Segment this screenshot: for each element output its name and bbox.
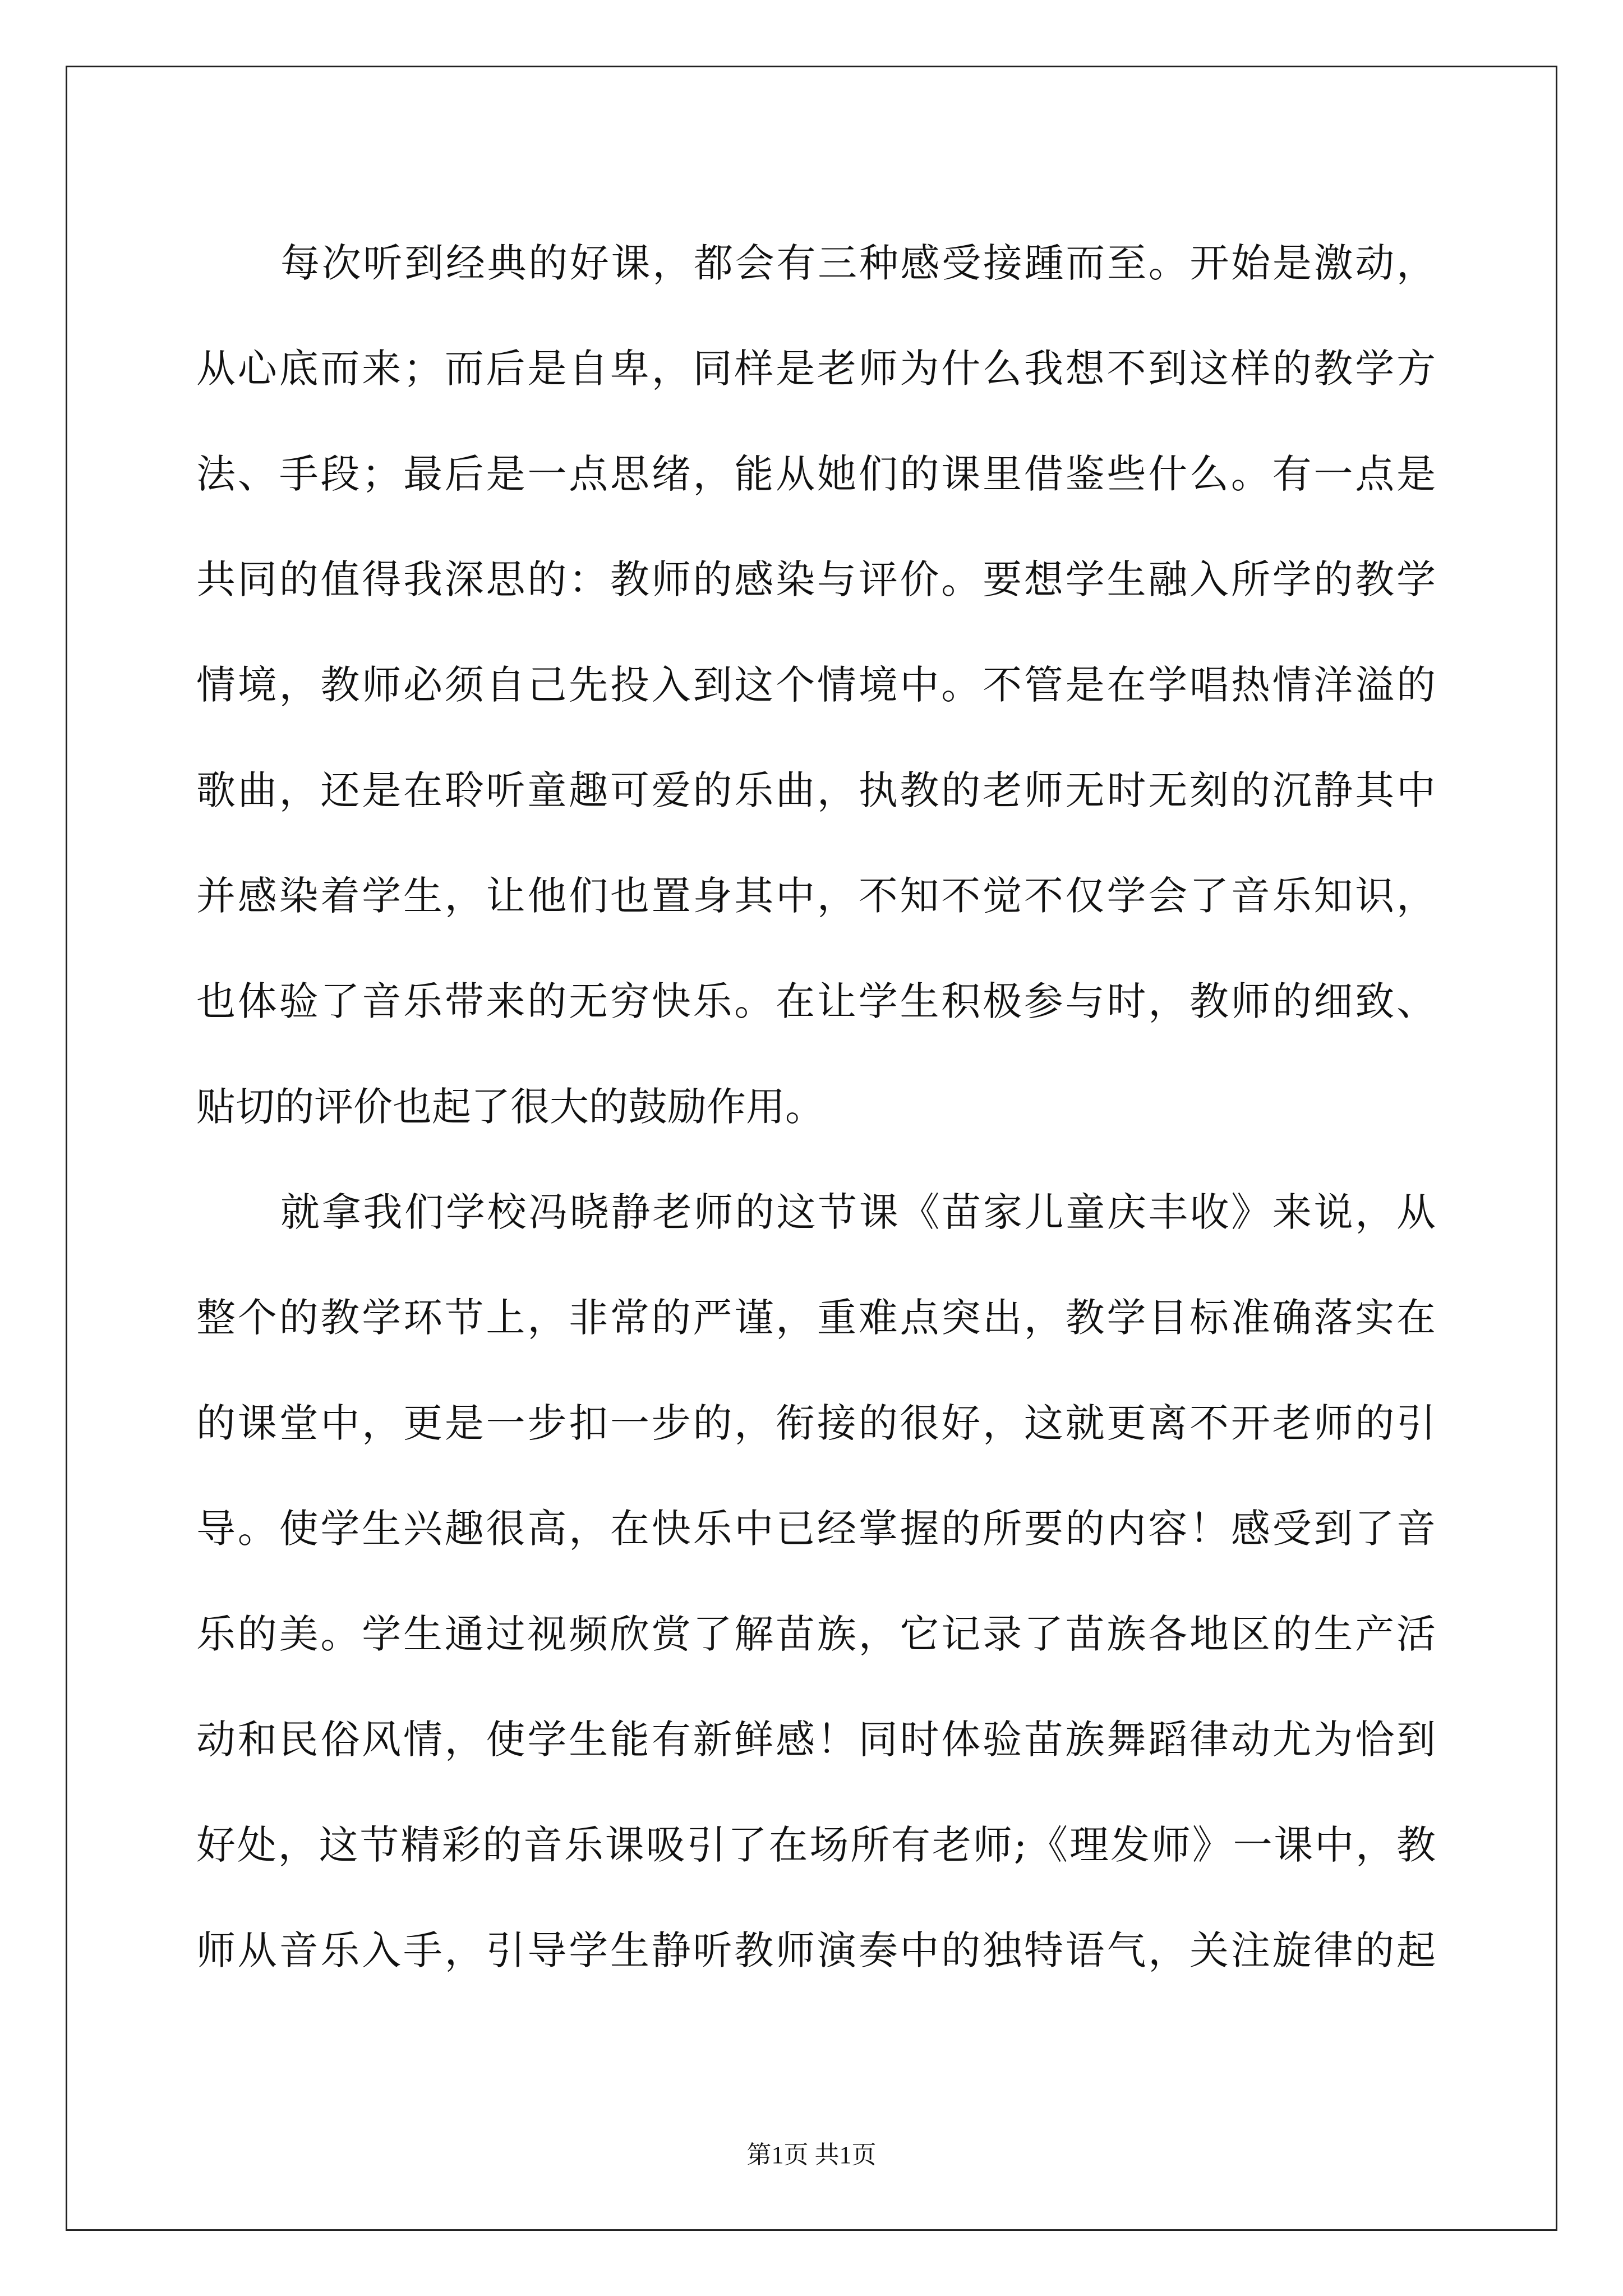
text-line: 乐的美。学生通过视频欣赏了解苗族，它记录了苗族各地区的生产活: [196, 1611, 1436, 1657]
page-footer: 第1页 共1页: [746, 2141, 877, 2169]
text-line: 歌曲，还是在聆听童趣可爱的乐曲，执教的老师无时无刻的沉静其中: [196, 767, 1436, 813]
text-line: 动和民俗风情，使学生能有新鲜感！同时体验苗族舞蹈律动尤为恰到: [196, 1717, 1436, 1763]
text-line: 好处，这节精彩的音乐课吸引了在场所有老师;《理发师》一课中，教: [196, 1822, 1436, 1868]
text-line: 每次听到经典的好课，都会有三种感受接踵而至。开始是激动，: [280, 240, 1436, 286]
text-line: 共同的值得我深思的：教师的感染与评价。要想学生融入所学的教学: [196, 556, 1436, 602]
document-body: [196, 210, 1436, 2003]
text-line: 并感染着学生，让他们也置身其中，不知不觉不仅学会了音乐知识，: [196, 873, 1436, 919]
text-line: 从心底而来；而后是自卑，同样是老师为什么我想不到这样的教学方: [196, 346, 1436, 392]
text-line: 导。使学生兴趣很高，在快乐中已经掌握的所要的内容！感受到了音: [196, 1506, 1436, 1552]
text-line: 师从音乐入手，引导学生静听教师演奏中的独特语气，关注旋律的起: [196, 1927, 1436, 1973]
text-line: 情境，教师必须自己先投入到这个情境中。不管是在学唱热情洋溢的: [196, 662, 1436, 708]
text-line: 法、手段；最后是一点思绪，能从她们的课里借鉴些什么。有一点是: [196, 451, 1436, 497]
text-line: 也体验了音乐带来的无穷快乐。在让学生积极参与时，教师的细致、: [196, 978, 1436, 1024]
text-line: 整个的教学环节上，非常的严谨，重难点突出，教学目标准确落实在: [196, 1295, 1436, 1341]
text-line: 就拿我们学校冯晓静老师的这节课《苗家儿童庆丰收》来说，从: [280, 1189, 1436, 1235]
text-line: 贴切的评价也起了很大的鼓励作用。: [196, 1084, 824, 1130]
text-line: 的课堂中，更是一步扣一步的，衔接的很好，这就更离不开老师的引: [196, 1400, 1436, 1446]
